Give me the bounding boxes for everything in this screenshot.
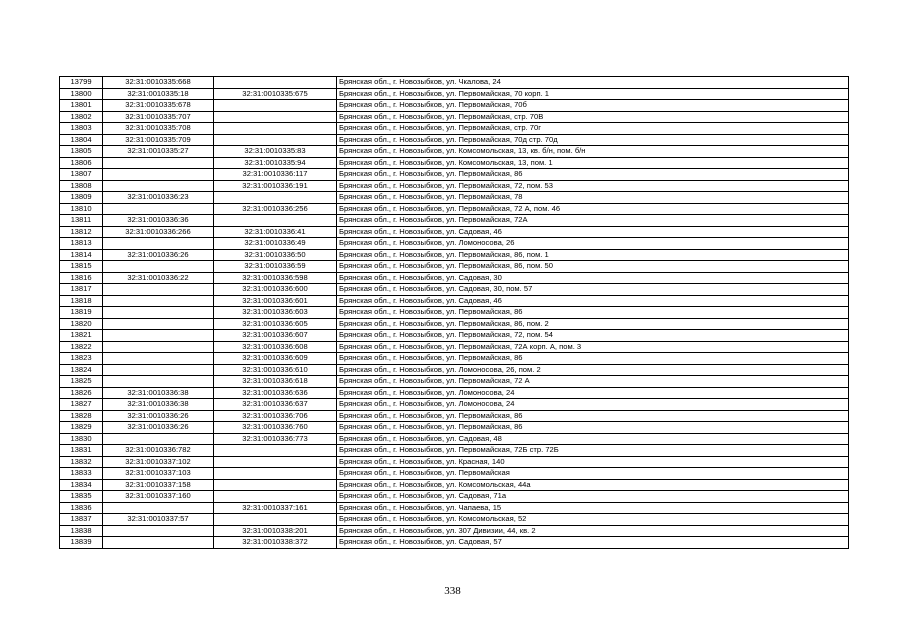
cadastral-number-object-cell <box>214 111 337 123</box>
row-number-cell: 13809 <box>60 192 103 204</box>
page-number: 338 <box>444 585 461 597</box>
cadastral-number-parcel-cell: 32:31:0010335:678 <box>103 100 214 112</box>
cadastral-number-parcel-cell: 32:31:0010336:36 <box>103 215 214 227</box>
cadastral-number-object-cell: 32:31:0010336:191 <box>214 180 337 192</box>
row-number-cell: 13820 <box>60 318 103 330</box>
row-number-cell: 13833 <box>60 468 103 480</box>
table-row <box>60 100 849 112</box>
cadastral-number-parcel-cell: 32:31:0010336:782 <box>103 445 214 457</box>
row-number-cell: 13800 <box>60 88 103 100</box>
table-row <box>60 307 849 319</box>
row-number-cell: 13816 <box>60 272 103 284</box>
cadastral-number-parcel-cell <box>103 157 214 169</box>
address-cell: Брянская обл., г. Новозыбков, ул. Первомайская, 86, пом. 1 <box>337 249 849 261</box>
cadastral-number-parcel-cell <box>103 353 214 365</box>
cadastral-number-object-cell: 32:31:0010335:675 <box>214 88 337 100</box>
cadastral-number-parcel-cell: 32:31:0010335:27 <box>103 146 214 158</box>
cadastral-number-object-cell: 32:31:0010336:256 <box>214 203 337 215</box>
address-cell: Брянская обл., г. Новозыбков, ул. Первомайская, 86 <box>337 169 849 181</box>
cadastral-number-parcel-cell <box>103 433 214 445</box>
table-row <box>60 387 849 399</box>
cadastral-number-parcel-cell: 32:31:0010335:668 <box>103 77 214 89</box>
cadastral-number-object-cell: 32:31:0010336:603 <box>214 307 337 319</box>
cadastral-number-object-cell: 32:31:0010336:601 <box>214 295 337 307</box>
cadastral-number-parcel-cell: 32:31:0010336:26 <box>103 422 214 434</box>
cadastral-number-object-cell: 32:31:0010336:607 <box>214 330 337 342</box>
table-row <box>60 157 849 169</box>
row-number-cell: 13799 <box>60 77 103 89</box>
table-row <box>60 318 849 330</box>
table-row <box>60 295 849 307</box>
cadastral-number-object-cell: 32:31:0010336:706 <box>214 410 337 422</box>
table-row <box>60 261 849 273</box>
row-number-cell: 13825 <box>60 376 103 388</box>
row-number-cell: 13817 <box>60 284 103 296</box>
cadastral-number-parcel-cell: 32:31:0010336:23 <box>103 192 214 204</box>
row-number-cell: 13810 <box>60 203 103 215</box>
address-cell: Брянская обл., г. Новозыбков, ул. Первомайская, 86, пом. 2 <box>337 318 849 330</box>
table-row <box>60 341 849 353</box>
cadastral-number-parcel-cell: 32:31:0010335:709 <box>103 134 214 146</box>
cadastral-number-parcel-cell <box>103 307 214 319</box>
cadastral-number-object-cell: 32:31:0010335:94 <box>214 157 337 169</box>
table-row <box>60 422 849 434</box>
cadastral-number-parcel-cell <box>103 284 214 296</box>
row-number-cell: 13813 <box>60 238 103 250</box>
cadastral-number-parcel-cell <box>103 341 214 353</box>
cadastral-number-parcel-cell: 32:31:0010336:266 <box>103 226 214 238</box>
address-cell: Брянская обл., г. Новозыбков, ул. Первомайская, 86 <box>337 307 849 319</box>
table-row <box>60 479 849 491</box>
cadastral-number-object-cell: 32:31:0010336:117 <box>214 169 337 181</box>
row-number-cell: 13834 <box>60 479 103 491</box>
row-number-cell: 13804 <box>60 134 103 146</box>
table-row <box>60 226 849 238</box>
table-row <box>60 203 849 215</box>
row-number-cell: 13828 <box>60 410 103 422</box>
address-cell: Брянская обл., г. Новозыбков, ул. Первомайская, 70д стр. 70д <box>337 134 849 146</box>
row-number-cell: 13822 <box>60 341 103 353</box>
address-cell: Брянская обл., г. Новозыбков, ул. Комсомольская, 44а <box>337 479 849 491</box>
row-number-cell: 13812 <box>60 226 103 238</box>
cadastral-number-parcel-cell: 32:31:0010337:158 <box>103 479 214 491</box>
table-row <box>60 376 849 388</box>
address-cell: Брянская обл., г. Новозыбков, ул. Садовая, 71а <box>337 491 849 503</box>
row-number-cell: 13829 <box>60 422 103 434</box>
cadastral-number-parcel-cell: 32:31:0010336:26 <box>103 249 214 261</box>
cadastral-number-object-cell: 32:31:0010336:598 <box>214 272 337 284</box>
cadastral-number-object-cell: 32:31:0010336:41 <box>214 226 337 238</box>
address-cell: Брянская обл., г. Новозыбков, ул. 307 Дивизии, 44, кв. 2 <box>337 525 849 537</box>
cadastral-number-object-cell: 32:31:0010336:50 <box>214 249 337 261</box>
address-cell: Брянская обл., г. Новозыбков, ул. Садовая, 46 <box>337 295 849 307</box>
cadastral-number-object-cell <box>214 445 337 457</box>
row-number-cell: 13827 <box>60 399 103 411</box>
cadastral-number-parcel-cell: 32:31:0010337:102 <box>103 456 214 468</box>
row-number-cell: 13839 <box>60 537 103 549</box>
table-row <box>60 410 849 422</box>
table-row <box>60 272 849 284</box>
cadastral-number-object-cell: 32:31:0010336:636 <box>214 387 337 399</box>
row-number-cell: 13811 <box>60 215 103 227</box>
table-row <box>60 238 849 250</box>
cadastral-number-parcel-cell: 32:31:0010336:38 <box>103 387 214 399</box>
cadastral-number-parcel-cell <box>103 318 214 330</box>
address-cell: Брянская обл., г. Новозыбков, ул. Комсомольская, 13, кв. б/н, пом. б/н <box>337 146 849 158</box>
row-number-cell: 13826 <box>60 387 103 399</box>
row-number-cell: 13805 <box>60 146 103 158</box>
cadastral-number-object-cell: 32:31:0010336:773 <box>214 433 337 445</box>
address-cell: Брянская обл., г. Новозыбков, ул. Садовая, 30, пом. 57 <box>337 284 849 296</box>
cadastral-number-object-cell: 32:31:0010336:605 <box>214 318 337 330</box>
cadastral-number-parcel-cell <box>103 525 214 537</box>
row-number-cell: 13815 <box>60 261 103 273</box>
address-cell: Брянская обл., г. Новозыбков, ул. Первомайская, 86 <box>337 410 849 422</box>
address-cell: Брянская обл., г. Новозыбков, ул. Первомайская, 72 А, пом. 46 <box>337 203 849 215</box>
row-number-cell: 13836 <box>60 502 103 514</box>
cadastral-number-object-cell <box>214 215 337 227</box>
table-row <box>60 468 849 480</box>
address-cell: Брянская обл., г. Новозыбков, ул. Комсомольская, 52 <box>337 514 849 526</box>
row-number-cell: 13808 <box>60 180 103 192</box>
cadastral-number-object-cell: 32:31:0010337:161 <box>214 502 337 514</box>
row-number-cell: 13803 <box>60 123 103 135</box>
cadastral-number-object-cell: 32:31:0010336:610 <box>214 364 337 376</box>
address-cell: Брянская обл., г. Новозыбков, ул. Первомайская, 86 <box>337 422 849 434</box>
address-cell: Брянская обл., г. Новозыбков, ул. Чкалова, 24 <box>337 77 849 89</box>
address-cell: Брянская обл., г. Новозыбков, ул. Садовая, 48 <box>337 433 849 445</box>
address-cell: Брянская обл., г. Новозыбков, ул. Чапаева, 15 <box>337 502 849 514</box>
address-cell: Брянская обл., г. Новозыбков, ул. Красная, 140 <box>337 456 849 468</box>
row-number-cell: 13823 <box>60 353 103 365</box>
table-row <box>60 77 849 89</box>
table-row <box>60 192 849 204</box>
table-row <box>60 353 849 365</box>
cadastral-number-object-cell <box>214 134 337 146</box>
address-cell: Брянская обл., г. Новозыбков, ул. Садовая, 30 <box>337 272 849 284</box>
row-number-cell: 13807 <box>60 169 103 181</box>
cadastral-number-object-cell: 32:31:0010335:83 <box>214 146 337 158</box>
row-number-cell: 13838 <box>60 525 103 537</box>
table-row <box>60 433 849 445</box>
cadastral-number-object-cell: 32:31:0010336:637 <box>214 399 337 411</box>
row-number-cell: 13814 <box>60 249 103 261</box>
row-number-cell: 13801 <box>60 100 103 112</box>
cadastral-number-object-cell: 32:31:0010336:608 <box>214 341 337 353</box>
table-row <box>60 399 849 411</box>
address-cell: Брянская обл., г. Новозыбков, ул. Первомайская, стр. 70г <box>337 123 849 135</box>
address-cell: Брянская обл., г. Новозыбков, ул. Первомайская, 70б <box>337 100 849 112</box>
table-row <box>60 456 849 468</box>
address-cell: Брянская обл., г. Новозыбков, ул. Первомайская, 86 <box>337 353 849 365</box>
address-cell: Брянская обл., г. Новозыбков, ул. Первомайская, 86, пом. 50 <box>337 261 849 273</box>
cadastral-number-parcel-cell <box>103 238 214 250</box>
cadastral-number-parcel-cell: 32:31:0010335:707 <box>103 111 214 123</box>
cadastral-number-parcel-cell <box>103 261 214 273</box>
cadastral-number-object-cell <box>214 192 337 204</box>
cadastral-number-parcel-cell <box>103 203 214 215</box>
table-row <box>60 146 849 158</box>
address-cell: Брянская обл., г. Новозыбков, ул. Садовая, 57 <box>337 537 849 549</box>
table-row <box>60 88 849 100</box>
row-number-cell: 13830 <box>60 433 103 445</box>
row-number-cell: 13818 <box>60 295 103 307</box>
cadastral-number-parcel-cell <box>103 502 214 514</box>
table-row <box>60 111 849 123</box>
cadastral-number-parcel-cell: 32:31:0010336:38 <box>103 399 214 411</box>
cadastral-number-object-cell: 32:31:0010336:618 <box>214 376 337 388</box>
row-number-cell: 13837 <box>60 514 103 526</box>
cadastral-number-object-cell: 32:31:0010336:59 <box>214 261 337 273</box>
address-cell: Брянская обл., г. Новозыбков, ул. Первомайская, 78 <box>337 192 849 204</box>
cadastral-number-object-cell: 32:31:0010336:600 <box>214 284 337 296</box>
address-cell: Брянская обл., г. Новозыбков, ул. Первомайская, 72А корп. А, пом. 3 <box>337 341 849 353</box>
table-row <box>60 514 849 526</box>
cadastral-number-parcel-cell: 32:31:0010336:22 <box>103 272 214 284</box>
cadastral-number-parcel-cell: 32:31:0010337:160 <box>103 491 214 503</box>
row-number-cell: 13806 <box>60 157 103 169</box>
table-row <box>60 180 849 192</box>
cadastral-number-parcel-cell <box>103 295 214 307</box>
address-cell: Брянская обл., г. Новозыбков, ул. Первомайская, 72 А <box>337 376 849 388</box>
address-cell: Брянская обл., г. Новозыбков, ул. Первомайская <box>337 468 849 480</box>
table-row <box>60 364 849 376</box>
cadastral-number-parcel-cell <box>103 330 214 342</box>
table-row <box>60 169 849 181</box>
table-row <box>60 537 849 549</box>
cadastral-number-parcel-cell: 32:31:0010335:18 <box>103 88 214 100</box>
table-row <box>60 284 849 296</box>
address-cell: Брянская обл., г. Новозыбков, ул. Первомайская, 72А <box>337 215 849 227</box>
table-row <box>60 502 849 514</box>
property-table <box>59 76 849 549</box>
table-row <box>60 215 849 227</box>
table-row <box>60 134 849 146</box>
cadastral-number-parcel-cell: 32:31:0010336:26 <box>103 410 214 422</box>
row-number-cell: 13821 <box>60 330 103 342</box>
row-number-cell: 13802 <box>60 111 103 123</box>
cadastral-number-parcel-cell: 32:31:0010337:57 <box>103 514 214 526</box>
address-cell: Брянская обл., г. Новозыбков, ул. Ломоносова, 24 <box>337 399 849 411</box>
cadastral-number-object-cell <box>214 491 337 503</box>
cadastral-number-parcel-cell: 32:31:0010337:103 <box>103 468 214 480</box>
cadastral-number-object-cell: 32:31:0010336:49 <box>214 238 337 250</box>
table-row <box>60 330 849 342</box>
address-cell: Брянская обл., г. Новозыбков, ул. Первомайская, 72, пом. 53 <box>337 180 849 192</box>
address-cell: Брянская обл., г. Новозыбков, ул. Первомайская, 72, пом. 54 <box>337 330 849 342</box>
cadastral-number-parcel-cell <box>103 537 214 549</box>
cadastral-number-object-cell <box>214 100 337 112</box>
address-cell: Брянская обл., г. Новозыбков, ул. Ломоносова, 24 <box>337 387 849 399</box>
cadastral-number-parcel-cell: 32:31:0010335:708 <box>103 123 214 135</box>
address-cell: Брянская обл., г. Новозыбков, ул. Первомайская, 72Б стр. 72Б <box>337 445 849 457</box>
table-row <box>60 445 849 457</box>
cadastral-number-object-cell <box>214 479 337 491</box>
cadastral-number-parcel-cell <box>103 180 214 192</box>
table-row <box>60 123 849 135</box>
cadastral-number-object-cell <box>214 514 337 526</box>
address-cell: Брянская обл., г. Новозыбков, ул. Ломоносова, 26 <box>337 238 849 250</box>
row-number-cell: 13835 <box>60 491 103 503</box>
table-row <box>60 249 849 261</box>
cadastral-number-parcel-cell <box>103 169 214 181</box>
table-body <box>60 77 849 549</box>
cadastral-number-object-cell <box>214 77 337 89</box>
cadastral-number-object-cell: 32:31:0010338:372 <box>214 537 337 549</box>
cadastral-number-object-cell: 32:31:0010336:760 <box>214 422 337 434</box>
cadastral-number-object-cell <box>214 468 337 480</box>
cadastral-number-object-cell: 32:31:0010336:609 <box>214 353 337 365</box>
address-cell: Брянская обл., г. Новозыбков, ул. Садовая, 46 <box>337 226 849 238</box>
cadastral-number-object-cell <box>214 123 337 135</box>
cadastral-number-object-cell <box>214 456 337 468</box>
address-cell: Брянская обл., г. Новозыбков, ул. Комсомольская, 13, пом. 1 <box>337 157 849 169</box>
cadastral-number-parcel-cell <box>103 364 214 376</box>
cadastral-number-parcel-cell <box>103 376 214 388</box>
row-number-cell: 13824 <box>60 364 103 376</box>
table-row <box>60 491 849 503</box>
table-row <box>60 525 849 537</box>
row-number-cell: 13832 <box>60 456 103 468</box>
cadastral-number-object-cell: 32:31:0010338:201 <box>214 525 337 537</box>
row-number-cell: 13819 <box>60 307 103 319</box>
address-cell: Брянская обл., г. Новозыбков, ул. Первомайская, 70 корп. 1 <box>337 88 849 100</box>
address-cell: Брянская обл., г. Новозыбков, ул. Ломоносова, 26, пом. 2 <box>337 364 849 376</box>
address-cell: Брянская обл., г. Новозыбков, ул. Первомайская, стр. 70В <box>337 111 849 123</box>
row-number-cell: 13831 <box>60 445 103 457</box>
